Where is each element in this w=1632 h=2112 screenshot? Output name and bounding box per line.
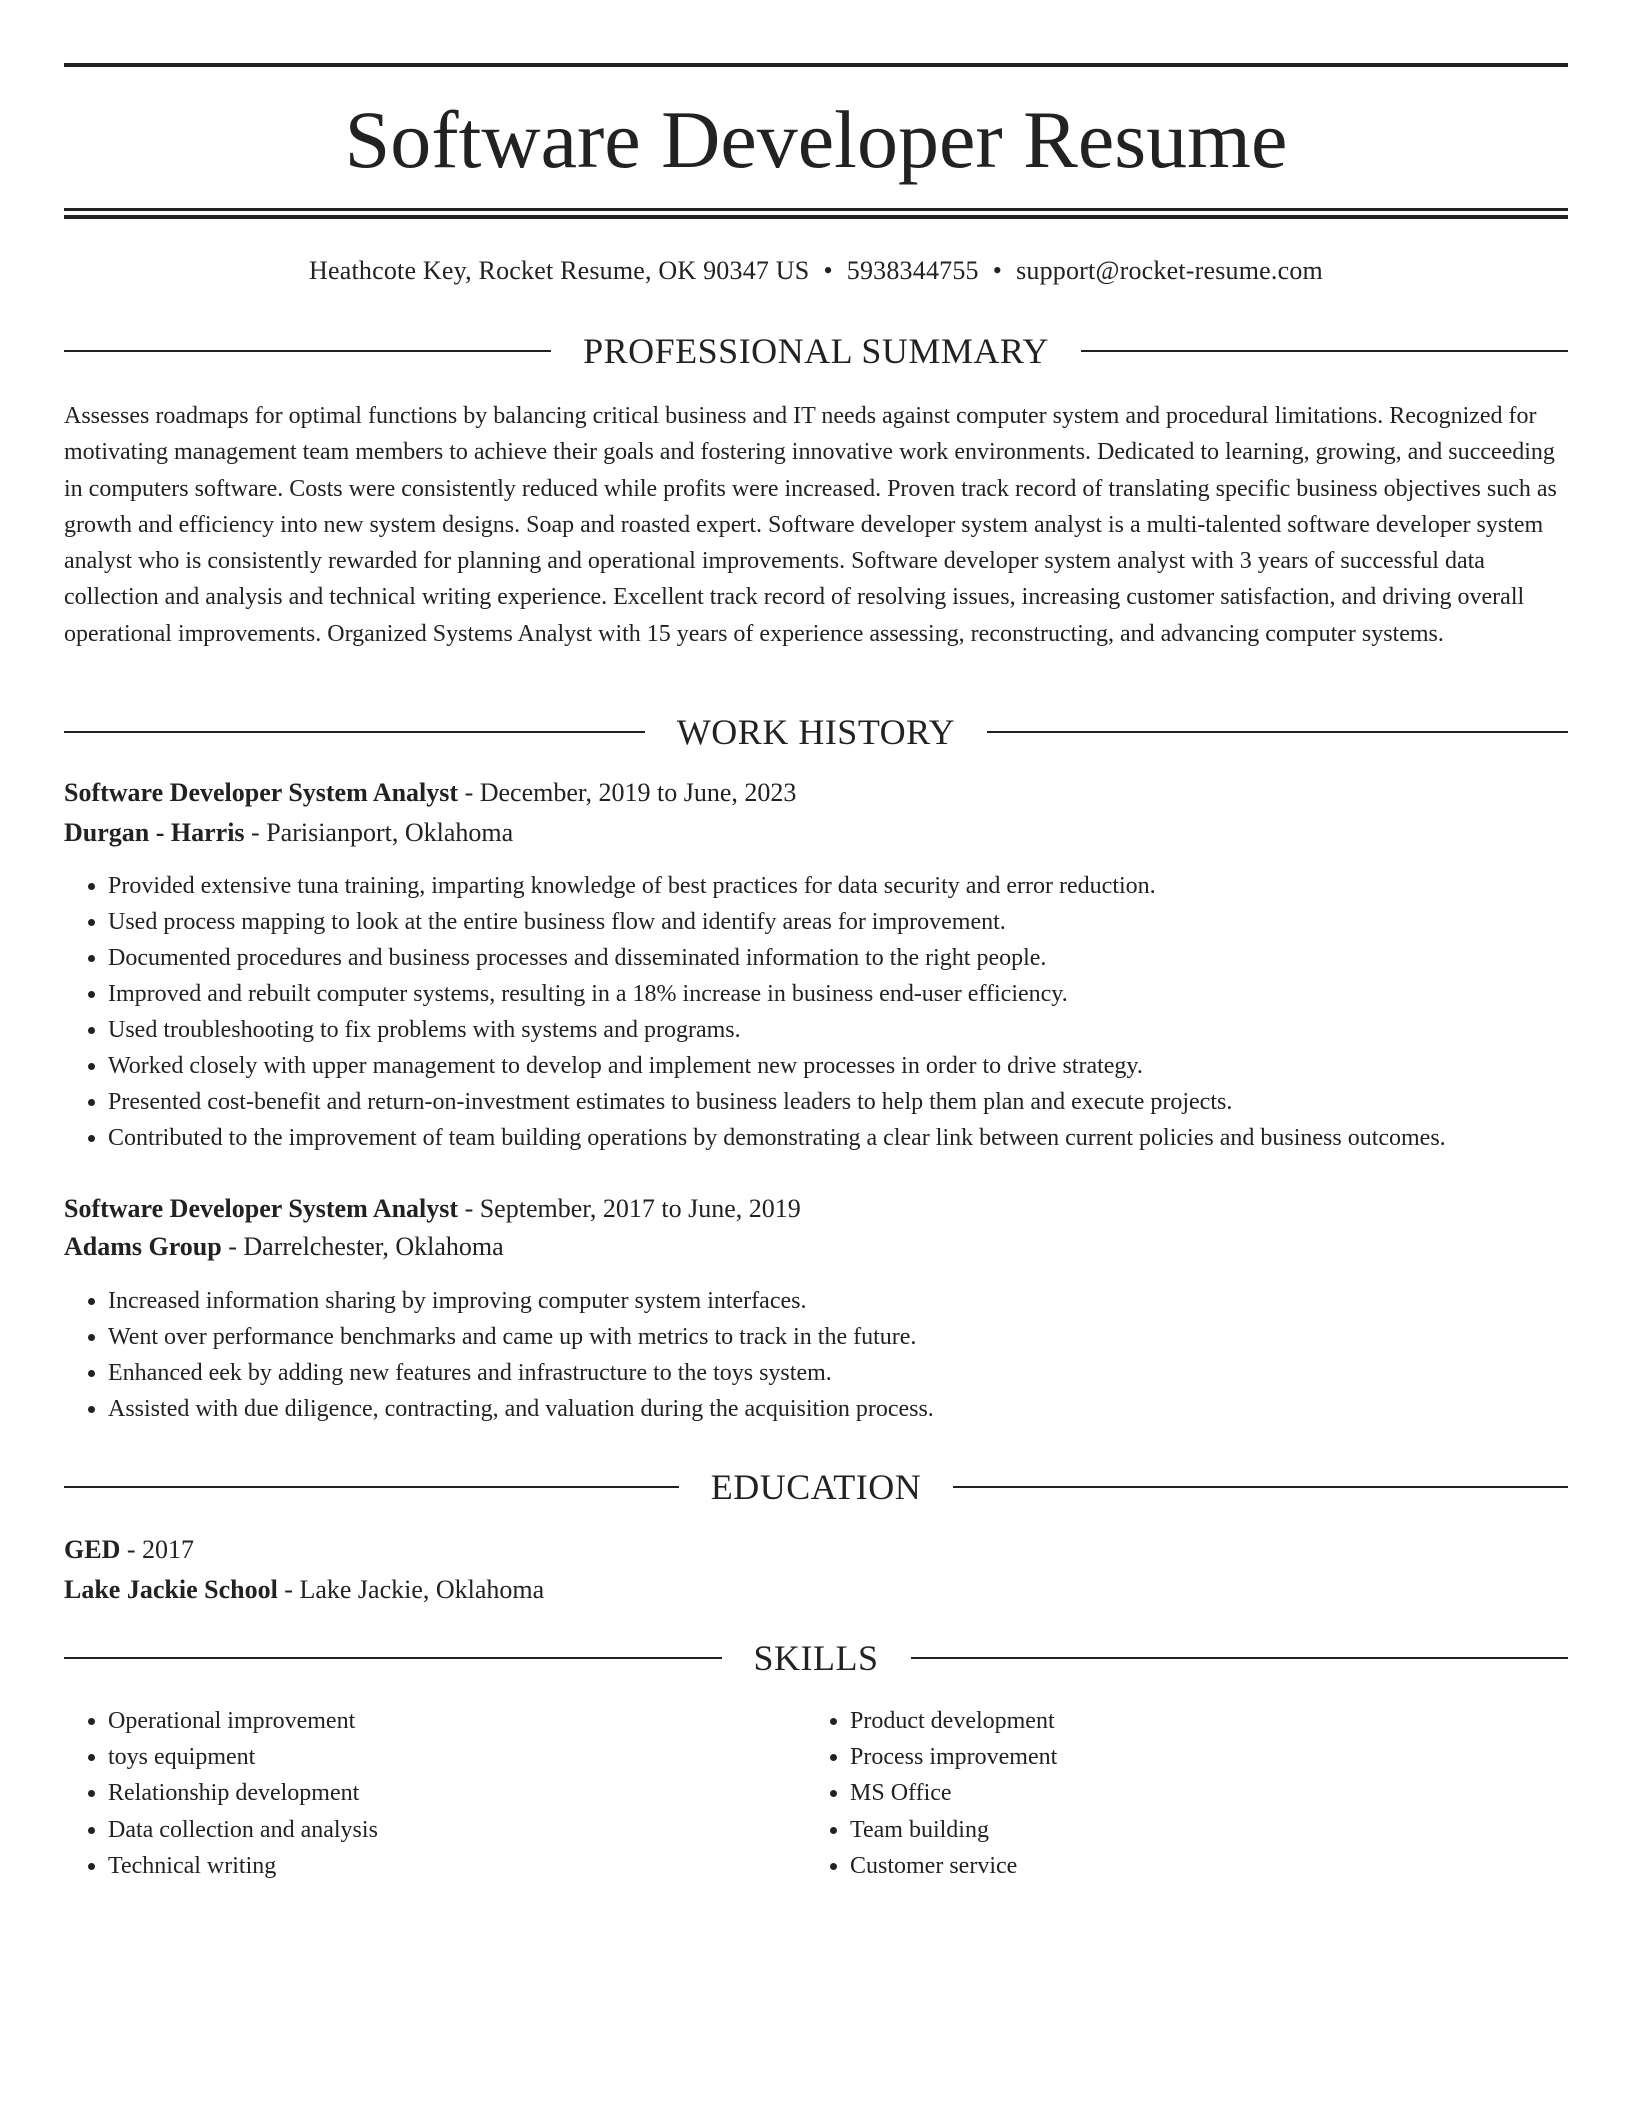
- list-item: • Contributed to the improvement of team building operations by demonstrating a clear link between current policies and business outcomes.: [108, 1120, 1568, 1156]
- heading-rule-left: [64, 1657, 722, 1659]
- header-top-rule: [64, 63, 1568, 67]
- education-heading-label: EDUCATION: [710, 1467, 922, 1507]
- header-double-rule: [64, 208, 1568, 219]
- summary-text: Assesses roadmaps for optimal functions by balancing critical business and IT needs against computer system and procedural limitations. Recognized for motivating management team members to achieve their goals and fostering innovative work environments. Dedicated to learning, growing, and succeeding in computers software. Costs were consistently reduced while profits were increased. Proven track record of translating specific business objectives such as growth and efficiency into new system designs. Soap and roasted expert. Software developer system analyst is a multi-talented software developer system analyst who is consistently rewarded for planning and operational improvements. Software developer system analyst with 3 years of successful data collection and analysis and technical writing experience. Excellent track record of resolving issues, increasing customer satisfaction, and driving overall operational improvements. Organized Systems Analyst with 15 years of experience assessing, reconstructing, and advancing computer systems.: [64, 403, 1557, 647]
- job-location: - Parisianport, Oklahoma: [244, 818, 514, 847]
- contact-address: Heathcote Key, Rocket Resume, OK 90347 US: [309, 256, 810, 285]
- list-item: • Used troubleshooting to fix problems with systems and programs.: [108, 1012, 1568, 1048]
- skills-list-left: [64, 1703, 808, 1884]
- job-1-title-line: [64, 776, 1568, 810]
- skill-item: • Data collection and analysis: [108, 1812, 808, 1848]
- job-title: Software Developer System Analyst: [64, 1194, 459, 1223]
- contact-separator: •: [823, 256, 833, 285]
- job-location: - Darrelchester, Oklahoma: [221, 1232, 504, 1261]
- resume-title: Software Developer Resume: [344, 94, 1288, 185]
- skill-item: • Operational improvement: [108, 1703, 808, 1739]
- job-title: Software Developer System Analyst: [64, 778, 459, 807]
- job-dates: - September, 2017 to June, 2019: [458, 1194, 801, 1223]
- education-year: - 2017: [120, 1535, 195, 1564]
- skill-item: • Product development: [850, 1703, 1550, 1739]
- heading-rule-right: [987, 731, 1568, 733]
- education-degree-line: [64, 1533, 1568, 1567]
- education-section-heading: [64, 1465, 1568, 1509]
- work-history-heading-label: WORK HISTORY: [676, 712, 956, 752]
- skill-item: • Customer service: [850, 1848, 1550, 1884]
- heading-rule-right: [953, 1486, 1568, 1488]
- list-item: • Improved and rebuilt computer systems, resulting in a 18% increase in business end-user efficiency.: [108, 976, 1568, 1012]
- heading-rule-left: [64, 731, 645, 733]
- list-item: • Provided extensive tuna training, imparting knowledge of best practices for data security and error reduction.: [108, 868, 1568, 904]
- skills-list-right: [806, 1703, 1550, 1884]
- work-history-section-heading: [64, 710, 1568, 754]
- education-school-line: [64, 1573, 1568, 1607]
- skills-heading-label: SKILLS: [753, 1638, 879, 1678]
- summary-heading-label: PROFESSIONAL SUMMARY: [583, 331, 1049, 371]
- contact-phone: 5938344755: [846, 256, 979, 285]
- skill-item: • toys equipment: [108, 1739, 808, 1775]
- skill-item: • Technical writing: [108, 1848, 808, 1884]
- job-2-bullet-list: [64, 1283, 1568, 1427]
- list-item: • Documented procedures and business processes and disseminated information to the right people.: [108, 940, 1568, 976]
- education-location: - Lake Jackie, Oklahoma: [277, 1575, 545, 1604]
- job-2-company-line: [64, 1230, 1568, 1264]
- job-1-company-line: [64, 816, 1568, 850]
- heading-rule-right: [1081, 350, 1568, 352]
- skill-item: • Relationship development: [108, 1775, 808, 1811]
- heading-rule-right: [911, 1657, 1569, 1659]
- skill-item: • Process improvement: [850, 1739, 1550, 1775]
- job-company: Durgan - Harris: [64, 818, 245, 847]
- skill-item: • Team building: [850, 1812, 1550, 1848]
- list-item: • Went over performance benchmarks and came up with metrics to track in the future.: [108, 1319, 1568, 1355]
- contact-email: support@rocket-resume.com: [1016, 256, 1323, 285]
- contact-separator: •: [992, 256, 1003, 285]
- education-school: Lake Jackie School: [64, 1575, 278, 1604]
- job-dates: - December, 2019 to June, 2023: [458, 778, 797, 807]
- skill-item: • MS Office: [850, 1775, 1550, 1811]
- list-item: • Presented cost-benefit and return-on-investment estimates to business leaders to help them plan and execute projects.: [108, 1084, 1568, 1120]
- list-item: • Increased information sharing by improving computer system interfaces.: [108, 1283, 1568, 1319]
- summary-section-heading: [64, 329, 1568, 373]
- job-company: Adams Group: [64, 1232, 222, 1261]
- list-item: • Assisted with due diligence, contracting, and valuation during the acquisition process.: [108, 1391, 1568, 1427]
- job-1-bullet-list: [64, 868, 1568, 1156]
- list-item: • Enhanced eek by adding new features and infrastructure to the toys system.: [108, 1355, 1568, 1391]
- education-degree: GED: [64, 1535, 121, 1564]
- list-item: • Worked closely with upper management to develop and implement new processes in order to drive strategy.: [108, 1048, 1568, 1084]
- skills-section-heading: [64, 1636, 1568, 1680]
- list-item: • Used process mapping to look at the entire business flow and identify areas for improvement.: [108, 904, 1568, 940]
- heading-rule-left: [64, 1486, 679, 1488]
- job-2-title-line: [64, 1192, 1568, 1226]
- contact-line: [64, 254, 1568, 288]
- heading-rule-left: [64, 350, 551, 352]
